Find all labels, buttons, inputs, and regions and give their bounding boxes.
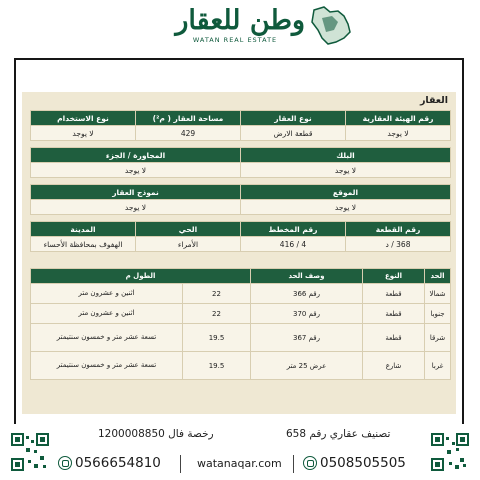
logo (165, 4, 305, 44)
side-cell: جنوبا (425, 304, 451, 324)
value-cell: لا يوجد (31, 126, 136, 141)
boundaries-table (30, 268, 451, 380)
table-row (31, 200, 451, 215)
logo-english: WATAN REAL ESTATE (192, 36, 278, 44)
phone-right-number: 0508505505 (320, 455, 406, 471)
table-row (31, 237, 451, 252)
table-row (31, 163, 451, 178)
whatsapp-icon (58, 456, 72, 470)
side-cell: شرقا (425, 324, 451, 352)
header-cell: رقم المخطط (241, 222, 346, 237)
section-title: العقار (419, 95, 448, 106)
length-text-cell: تسعة عشر متر و خمسون سنتيمتر (31, 324, 183, 352)
saudi-map-icon (308, 4, 354, 48)
qr-code-left (10, 432, 50, 472)
table-row (31, 126, 451, 141)
phone-left[interactable] (58, 455, 161, 471)
header-cell: وصف الحد (251, 269, 363, 284)
length-cell: 22 (183, 304, 251, 324)
header-cell: رقم القطعة (346, 222, 451, 237)
table-row (31, 141, 451, 148)
length-cell: 22 (183, 284, 251, 304)
table-row (31, 185, 451, 200)
table-row (31, 178, 451, 185)
qr-code-right (430, 432, 470, 472)
value-cell: لا يوجد (31, 200, 241, 215)
header (0, 0, 480, 58)
phone-right[interactable] (303, 455, 406, 471)
table-row (31, 215, 451, 222)
desc-cell: رقم 367 (251, 324, 363, 352)
header-cell: نموذج العقار (31, 185, 241, 200)
type-cell: قطعة (363, 324, 425, 352)
table-row (31, 284, 451, 304)
length-cell: 19.5 (183, 352, 251, 380)
length-text-cell: اثنين و عشرون متر (31, 304, 183, 324)
divider (293, 455, 294, 473)
value-cell: 429 (136, 126, 241, 141)
table-row (31, 269, 451, 284)
logo-arabic: وطن للعقار (175, 5, 305, 36)
length-text-cell: تسعة عشر متر و خمسون سنتيمتر (31, 352, 183, 380)
value-cell: لا يوجد (241, 163, 451, 178)
header-cell: المدينة (31, 222, 136, 237)
table-row (31, 148, 451, 163)
header-cell: نوع العقار (241, 111, 346, 126)
value-cell: 368 / د (346, 237, 451, 252)
value-cell: الهفوف بمحافظة الأحساء (31, 237, 136, 252)
value-cell: لا يوجد (241, 200, 451, 215)
header-cell: نوع الاستخدام (31, 111, 136, 126)
property-info-table (30, 110, 451, 252)
website-link[interactable]: watanaqar.com (197, 457, 282, 470)
header-cell: الحي (136, 222, 241, 237)
footer (0, 424, 480, 480)
license-number: رخصة فال 1200008850 (98, 428, 214, 440)
divider (180, 455, 181, 473)
header-cell: المجاورة / الجزء (31, 148, 241, 163)
type-cell: شارع (363, 352, 425, 380)
phone-left-number: 0566654810 (75, 455, 161, 471)
whatsapp-icon (303, 456, 317, 470)
value-cell: لا يوجد (31, 163, 241, 178)
table-row (31, 222, 451, 237)
property-document (22, 92, 456, 414)
desc-cell: عرض 25 متر (251, 352, 363, 380)
desc-cell: رقم 370 (251, 304, 363, 324)
header-cell: النوع (363, 269, 425, 284)
header-cell: الحد (425, 269, 451, 284)
table-row (31, 304, 451, 324)
side-cell: غربا (425, 352, 451, 380)
table-row (31, 324, 451, 352)
value-cell: 4 / 416 (241, 237, 346, 252)
header-cell: الموقع (241, 185, 451, 200)
value-cell: لا يوجد (346, 126, 451, 141)
value-cell: الأمراء (136, 237, 241, 252)
type-cell: قطعة (363, 304, 425, 324)
table-row (31, 111, 451, 126)
header-cell: رقم الهيئة العقارية (346, 111, 451, 126)
header-cell: الطول م (31, 269, 251, 284)
table-row (31, 352, 451, 380)
type-cell: قطعة (363, 284, 425, 304)
desc-cell: رقم 366 (251, 284, 363, 304)
length-text-cell: اثنين و عشرون متر (31, 284, 183, 304)
header-cell: البلك (241, 148, 451, 163)
side-cell: شمالا (425, 284, 451, 304)
length-cell: 19.5 (183, 324, 251, 352)
value-cell: قطعة الارض (241, 126, 346, 141)
header-cell: مساحة العقار ( م²) (136, 111, 241, 126)
classification-number: تصنيف عقاري رقم 658 (286, 428, 391, 440)
